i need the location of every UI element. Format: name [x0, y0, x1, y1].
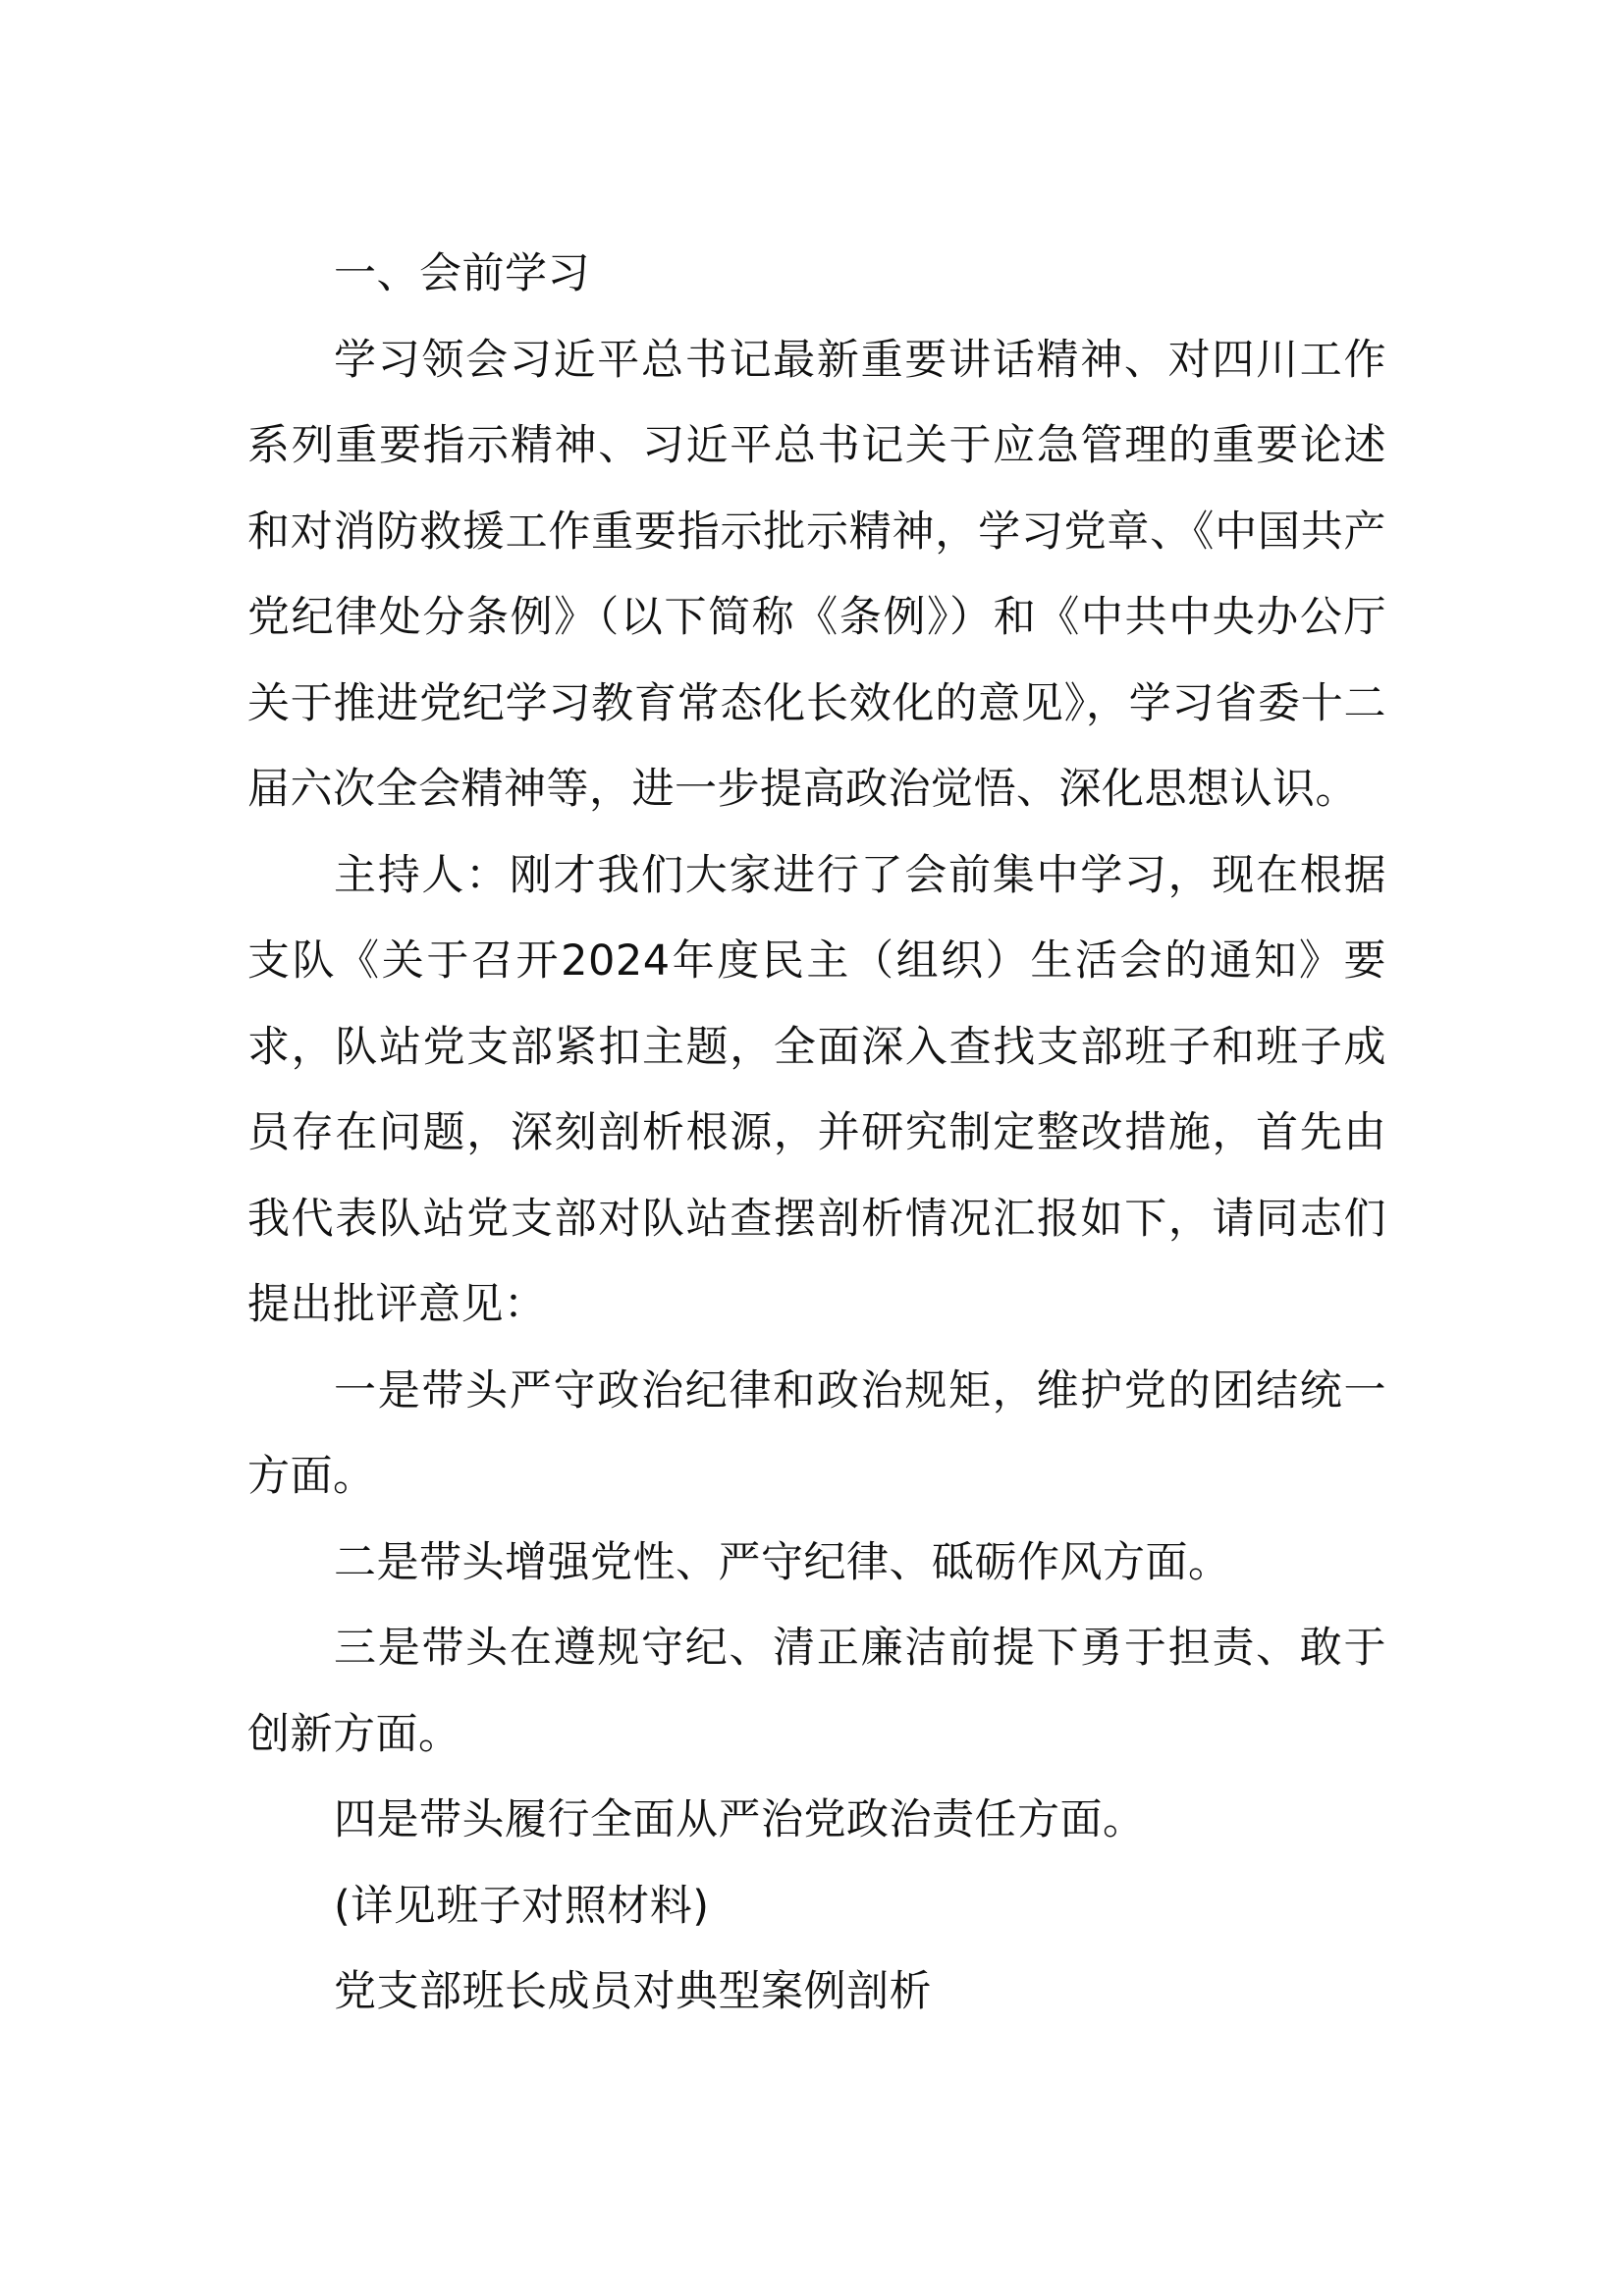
reference-note: (详见班子对照材料) [334, 1881, 710, 1931]
list-item-responsibility-innovation: 三是带头在遵规守纪、清正廉洁前提下勇于担责、敢于创新方面。 [247, 1624, 1386, 1759]
section-heading-pre-meeting-study: 一、会前学习 [334, 249, 590, 298]
list-item-strict-governance: 四是带头履行全面从严治党政治责任方面。 [334, 1795, 1146, 1844]
document-body [247, 232, 1386, 2036]
section-heading-case-analysis: 党支部班长成员对典型案例剖析 [334, 1967, 932, 2016]
list-item-political-discipline: 一是带头严守政治纪律和政治规矩，维护党的团结统一方面。 [247, 1365, 1386, 1501]
list-item-party-spirit: 二是带头增强党性、严守纪律、砥砺作风方面。 [334, 1537, 1231, 1587]
paragraph-host-remarks: 主持人：刚才我们大家进行了会前集中学习，现在根据支队《关于召开2024年度民主（组织）生活会的通知》要求，队站党支部紧扣主题，全面深入查找支部班子和班子成员存在问题，深刻剖析根源，并研究制定整改措施，首先由我代表队站党支部对队站查摆剖析情况汇报如下，请同志们提出批评意见： [247, 850, 1386, 1329]
paragraph-study-content: 学习领会习近平总书记最新重要讲话精神、对四川工作系列重要指示精神、习近平总书记关于应急管理的重要论述和对消防救援工作重要指示批示精神，学习党章、《中国共产党纪律处分条例》（以下简称《条例》）和《中共中央办公厅关于推进党纪学习教育常态化长效化的意见》，学习省委十二届六次全会精神等，进一步提高政治觉悟、深化思想认识。 [247, 335, 1386, 814]
